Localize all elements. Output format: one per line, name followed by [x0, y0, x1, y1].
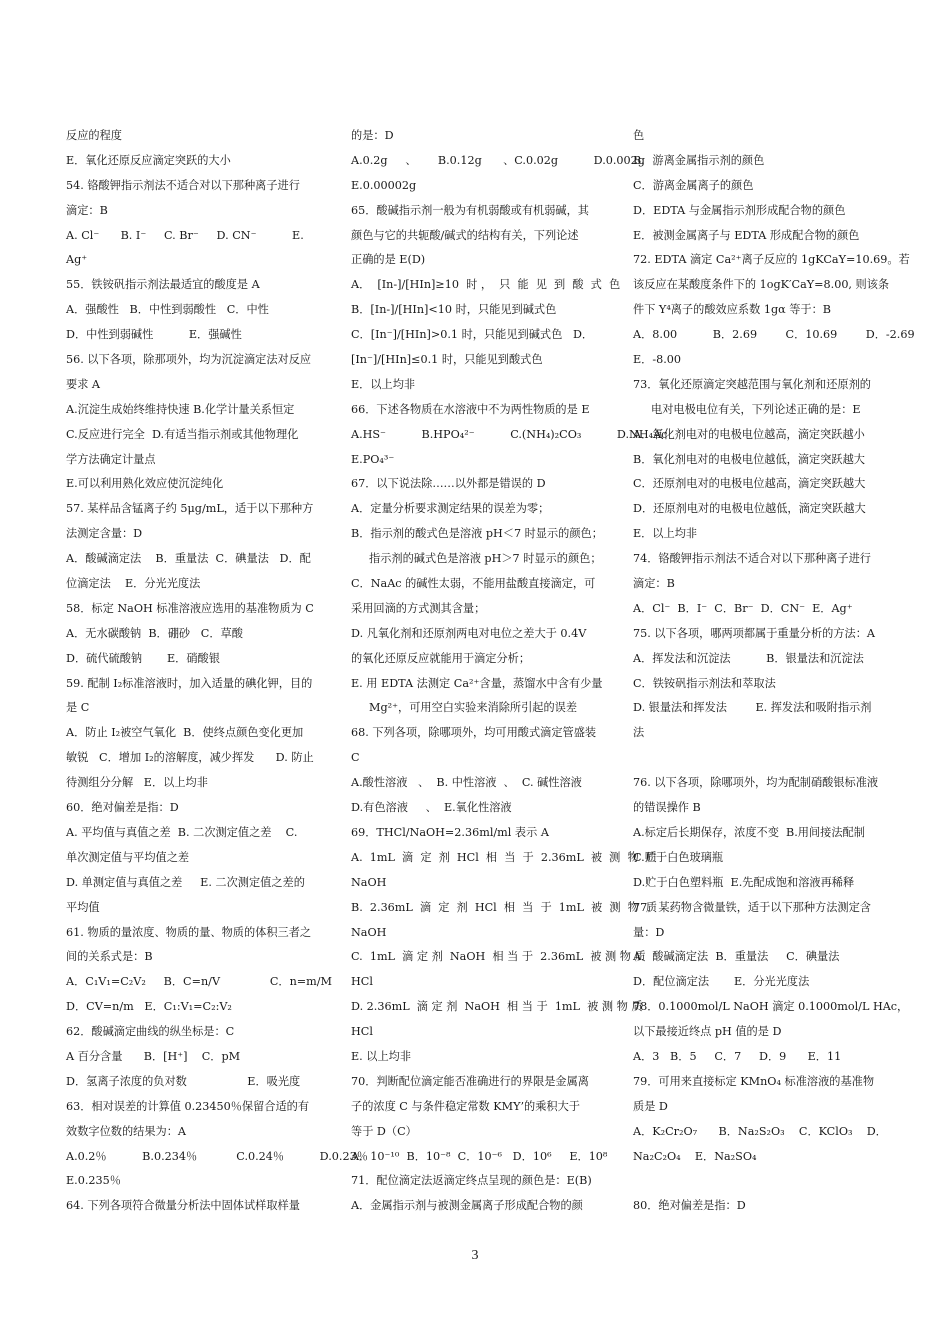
text-line: 79．可用来直接标定 KMnO₄ 标准溶液的基准物	[633, 1074, 875, 1088]
text-line: A.HS⁻ B.HPO₄²⁻ C.(NH₄)₂CO₃ D.NH₄Ac	[351, 427, 668, 441]
text-line: D. 单测定值与真值之差 E. 二次测定值之差的	[66, 875, 305, 889]
text-line: 74．铬酸钾指示剂法不适合对以下那种离子进行	[633, 552, 871, 566]
text-line: A．挥发法和沉淀法 B．银量法和沉淀法	[633, 651, 864, 665]
text-line: Mg²⁺，可用空白实验来消除所引起的误差	[369, 701, 578, 715]
text-line: A.酸性溶液 、 B. 中性溶液 、 C. 碱性溶液	[351, 776, 582, 790]
text-line: D．中性到弱碱性 E．强碱性	[66, 328, 242, 342]
text-line: 78．0.1000mol/L NaOH 滴定 0.1000mol/L HAc，	[633, 1000, 909, 1014]
text-line: 60．绝对偏差是指：D	[66, 801, 179, 815]
text-line: D．EDTA 与金属指示剂形成配合物的颜色	[633, 203, 846, 217]
text-line: 80．绝对偏差是指：D	[633, 1199, 746, 1213]
text-line: D．还原剂电对的电极电位越低，滴定突跃越大	[633, 502, 866, 516]
text-line: 滴定：B	[633, 577, 675, 591]
text-line: 67．以下说法除……以外都是错误的 D	[351, 477, 546, 491]
text-line: C．游离金属离子的颜色	[633, 178, 754, 192]
text-line: B. 2.36mL 滴 定 剂 HCl 相 当 于 1mL 被 测 物 质	[351, 900, 658, 914]
text-line: NaOH	[351, 925, 387, 939]
text-line: 颜色与它的共轭酸/碱式的结构有关，下列论述	[351, 228, 579, 242]
text-line: 敏锐 C．增加 I₂的溶解度，减少挥发 D. 防止	[66, 751, 314, 765]
text-line: A．无水碳酸钠 B．硼砂 C．草酸	[66, 626, 243, 640]
text-line: D. 凡氧化剂和还原剂两电对电位之差大于 0.4V	[351, 626, 587, 640]
text-line: 61. 物质的量浓度、物质的量、物质的体积三者之	[66, 925, 312, 939]
text-line: HCl	[351, 1025, 373, 1039]
text-line: A．8.00 B．2.69 C．10.69 D．-2.69	[633, 328, 915, 342]
text-line: A．定量分析要求测定结果的误差为零；	[351, 502, 550, 516]
text-line: 71．配位滴定法返滴定终点呈现的颜色是：E(B)	[351, 1174, 592, 1188]
text-line: A．C₁V₁=C₂V₂ B．C=n/V C．n=m/M	[66, 975, 332, 989]
text-line: D．氢离子浓度的负对数 E．吸光度	[66, 1074, 301, 1088]
text-line: A. 平均值与真值之差 B. 二次测定值之差 C.	[66, 825, 298, 839]
text-line: 间的关系式是：B	[66, 950, 153, 964]
text-line: 效数字位数的结果为：A	[66, 1124, 186, 1138]
text-line: 滴定：B	[66, 203, 108, 217]
text-line: 56. 以下各项，除那项外，均为沉淀滴定法对反应	[66, 353, 312, 367]
text-line: C	[351, 751, 360, 765]
text-line: 学方法确定计量点	[66, 452, 156, 466]
text-line: Na₂C₂O₄ E．Na₂SO₄	[633, 1149, 757, 1163]
text-line: NaOH	[351, 875, 387, 889]
text-line: 73．氧化还原滴定突越范围与氧化剂和还原剂的	[633, 377, 871, 391]
text-line: E．-8.00	[633, 353, 682, 367]
text-line: [In⁻]/[HIn]≤0.1 时，只能见到酸式色	[351, 353, 543, 367]
text-line: E.0.00002g	[351, 178, 417, 192]
column-3	[633, 124, 915, 1219]
text-line: 的是：D	[351, 129, 394, 142]
text-line: C．NaAc 的碱性太弱，不能用盐酸直接滴定，可	[351, 577, 596, 591]
text-line: 以下最接近终点 pH 值的是 D	[633, 1025, 782, 1039]
text-line: D. 2.36mL 滴 定 剂 NaOH 相 当 于 1mL 被 测 物 质	[351, 1000, 643, 1014]
text-line: E．以上均非	[633, 527, 698, 541]
text-line: B．[In-]/[HIn]<10 时，只能见到碱式色	[351, 303, 557, 317]
text-line: 的错误操作 B	[633, 801, 701, 815]
text-line: 58．标定 NaOH 标准溶液应选用的基准物质为 C	[66, 601, 314, 615]
text-line: 电对电极电位有关，下列论述正确的是：E	[651, 402, 861, 416]
text-line: A.0.2g 、 B.0.12g 、C.0.02g D.0.002g	[351, 153, 645, 167]
text-line: A．Cl⁻ B．I⁻ C．Br⁻ D．CN⁻ E．Ag⁺	[633, 601, 853, 615]
text-line: A．酸碱滴定法 B．重量法 C．碘量法	[633, 950, 840, 964]
text-line: 子的浓度 C 与条件稳定常数 KMY’的乘积大于	[351, 1099, 580, 1113]
text-line: 77．某药物含微量铁，适于以下那种方法测定含	[633, 900, 871, 914]
text-line: HCl	[351, 975, 373, 989]
text-line: 待测组分分解 E．以上均非	[66, 776, 208, 790]
text-line: E.PO₄³⁻	[351, 452, 395, 466]
text-line: 法测定含量：D	[66, 527, 143, 541]
text-line: 平均值	[66, 900, 100, 914]
text-line: C. 1mL 滴 定 剂 NaOH 相 当 于 2.36mL 被 测 物 质	[351, 950, 646, 964]
text-line: C．还原剂电对的电极电位越高，滴定突跃越大	[633, 477, 866, 491]
text-line: A.标定后长期保存，浓度不变 B.用间接法配制	[633, 825, 865, 839]
text-line: C.反应进行完全 D.有适当指示剂或其他物理化	[66, 427, 299, 441]
text-line: A．防止 I₂被空气氧化 B．使终点颜色变化更加	[66, 726, 304, 740]
text-line: E.0.235％	[66, 1174, 121, 1188]
text-line: D．配位滴定法 E．分光光度法	[633, 975, 810, 989]
text-line: 单次测定值与平均值之差	[66, 850, 190, 864]
text-line: 质是 D	[633, 1099, 668, 1113]
text-line: E．氧化还原反应滴定突跃的大小	[66, 153, 231, 167]
text-line: 65．酸碱指示剂一般为有机弱酸或有机弱碱，其	[351, 203, 589, 217]
text-line: B．氧化剂电对的电极电位越低，滴定突跃越大	[633, 452, 865, 466]
text-line: 色	[633, 129, 645, 142]
text-line: 64. 下列各项符合微量分析法中固体试样取样量	[66, 1199, 300, 1213]
text-line: A．3 B．5 C．7 D．9 E．11	[633, 1049, 842, 1063]
text-line: 位滴定法 E．分光光度法	[66, 577, 201, 591]
text-line: 正确的是 E(D)	[351, 253, 426, 267]
text-line: 59. 配制 I₂标准溶液时，加入适量的碘化钾，目的	[66, 676, 313, 690]
text-line: A.0.2％ B.0.234％ C.0.24％ D.0.23％	[66, 1149, 368, 1163]
text-line: 要求 A	[66, 377, 101, 391]
text-line: Ag⁺	[66, 253, 88, 267]
text-line: 55．铁铵矾指示剂法最适宜的酸度是 A	[66, 278, 260, 292]
text-line: E. 以上均非	[351, 1049, 412, 1063]
text-line: 法	[633, 726, 645, 740]
text-line: 等于 D（C）	[351, 1124, 417, 1138]
text-line: 70．判断配位滴定能否准确进行的界限是金属离	[351, 1074, 589, 1088]
text-line: 68. 下列各项，除哪项外，均可用酸式滴定管盛装	[351, 726, 597, 740]
text-line: D．CV=n/m E．C₁:V₁=C₂:V₂	[66, 1000, 232, 1014]
text-line: 72. EDTA 滴定 Ca²⁺离子反应的 1gKCaY=10.69。若	[633, 253, 910, 267]
text-line: 是 C	[66, 701, 90, 715]
text-line: 采用回滴的方式测其含量；	[351, 601, 486, 615]
text-line: A．K₂Cr₂O₇ B．Na₂S₂O₃ C．KClO₃ D．	[633, 1124, 887, 1138]
text-line: 的氧化还原反应就能用于滴定分析；	[351, 651, 531, 665]
text-line: A 百分含量 B．[H⁺] C．pM	[66, 1049, 241, 1063]
text-line: 反应的程度	[66, 129, 122, 142]
text-line: A.沉淀生成始终维持快速 B.化学计量关系恒定	[66, 402, 295, 416]
text-line: E．以上均非	[351, 377, 416, 391]
text-line: 63．相对误差的计算值 0.23450％保留合适的有	[66, 1099, 310, 1113]
text-line: A．强酸性 B．中性到弱酸性 C．中性	[66, 303, 269, 317]
text-line: B．游离金属指示剂的颜色	[633, 153, 765, 167]
text-line: 件下 Y⁴离子的酸效应系数 1gα 等于：B	[633, 303, 832, 317]
text-line: E．被测金属离子与 EDTA 形成配合物的颜色	[633, 228, 860, 242]
text-line: C.贮于白色玻璃瓶	[633, 850, 724, 864]
text-line: C．铁铵矾指示剂法和萃取法	[633, 676, 776, 690]
text-line: D．硫代硫酸钠 E．硝酸银	[66, 651, 220, 665]
text-line: 指示剂的碱式色是溶液 pH＞7 时显示的颜色；	[369, 552, 602, 566]
text-line: 量：D	[633, 925, 665, 939]
text-line: 62．酸碱滴定曲线的纵坐标是：C	[66, 1025, 235, 1039]
text-line: D.贮于白色塑料瓶 E.先配成饱和溶液再稀释	[633, 875, 855, 889]
text-line: E.可以利用熟化效应使沉淀纯化	[66, 477, 224, 491]
text-line: 57. 某样品含锰离子约 5μg/mL，适于以下那种方	[66, 502, 314, 516]
text-line: A. 1mL 滴 定 剂 HCl 相 当 于 2.36mL 被 测 物 质	[351, 850, 657, 864]
text-line: 76. 以下各项，除哪项外，均为配制硝酸银标准液	[633, 776, 879, 790]
text-line	[633, 1169, 888, 1194]
text-line: B．指示剂的酸式色是溶液 pH＜7 时显示的颜色；	[351, 527, 603, 541]
text-line: D.有色溶液 、 E.氧化性溶液	[351, 801, 512, 815]
text-line: 该反应在某酸度条件下的 1ogK′CaY=8.00, 则该条	[633, 278, 890, 292]
text-line: A．酸碱滴定法 B．重量法 C．碘量法 D．配	[66, 552, 311, 566]
text-line: A．金属指示剂与被测金属离子形成配合物的颜	[351, 1199, 583, 1213]
text-line: 69．THCl/NaOH=2.36ml/ml 表示 A	[351, 825, 549, 839]
text-line: 66．下述各物质在水溶液中不为两性物质的是 E	[351, 402, 590, 416]
text-line: A．氧化剂电对的电极电位越高，滴定突跃越小	[633, 427, 865, 441]
text-line	[633, 746, 888, 771]
text-line: A． [In-]/[HIn]≥10 时 ， 只 能 见 到 酸 式 色	[351, 278, 621, 292]
text-line: 75. 以下各项，哪两项都属于重量分析的方法：A	[633, 626, 875, 640]
text-line: C．[In⁻]/[HIn]>0.1 时，只能见到碱式色 D．	[351, 328, 594, 342]
text-line: D. 银量法和挥发法 E. 挥发法和吸附指示剂	[633, 701, 872, 715]
page-number: 3	[471, 1248, 479, 1263]
text-line: A. Cl⁻ B. I⁻ C. Br⁻ D. CN⁻ E.	[66, 228, 304, 242]
text-line: E. 用 EDTA 法测定 Ca²⁺含量，蒸馏水中含有少量	[351, 676, 603, 690]
text-line: 54. 铬酸钾指示剂法不适合对以下那种离子进行	[66, 178, 300, 192]
text-line: A．10⁻¹⁰ B．10⁻⁸ C．10⁻⁶ D．10⁶ E．10⁸	[351, 1149, 608, 1163]
